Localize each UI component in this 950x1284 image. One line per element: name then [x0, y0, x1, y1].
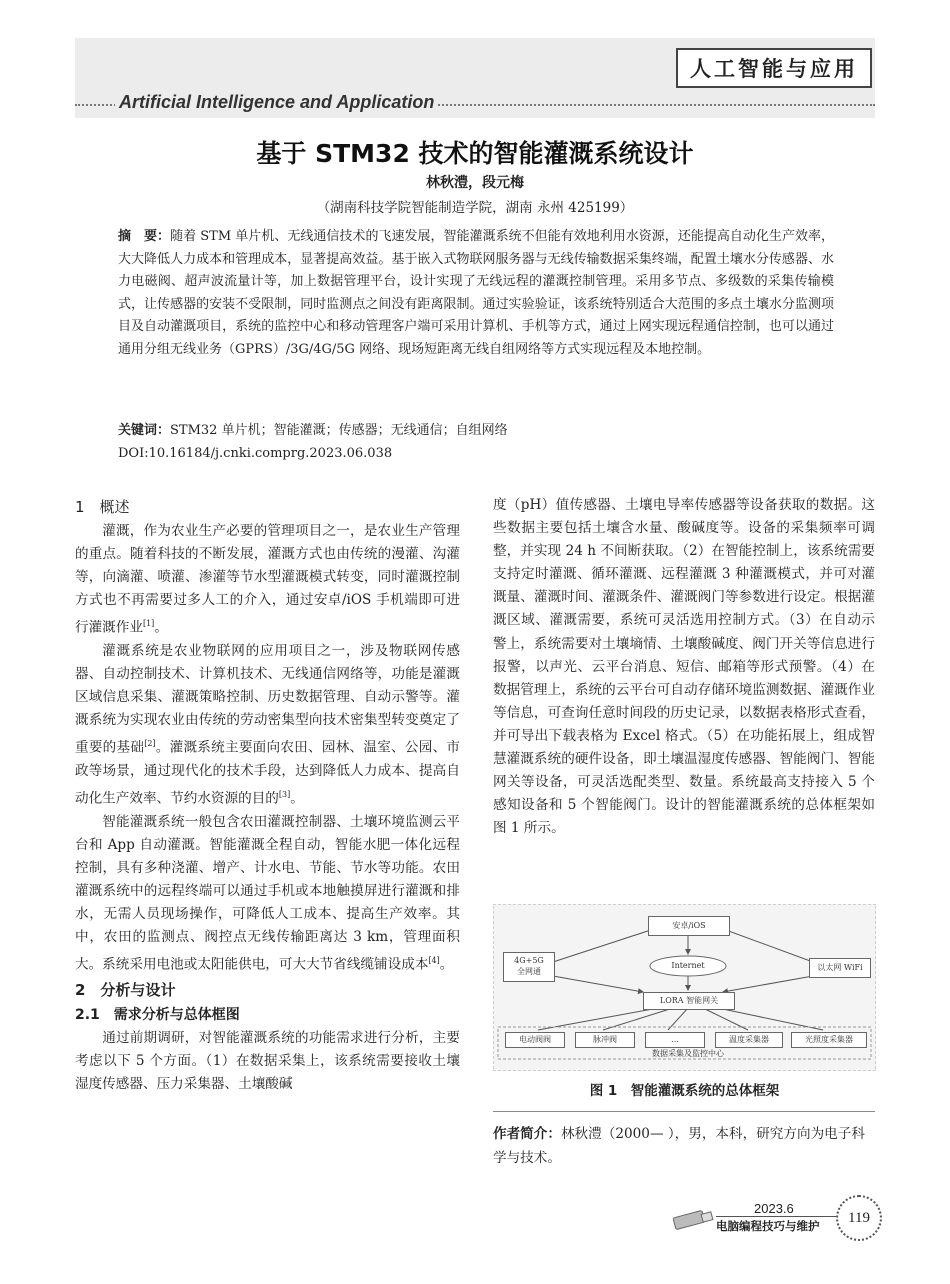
paragraph: 度（pH）值传感器、土壤电导率传感器等设备获取的数据。这些数据主要包括土壤含水量、酸碱度等。设备的采集频率可调整，并实现 24 h 不间断获取。（2）在智能控制上，该系统需要支持定时灌溉、循环灌溉、远程灌溉 3 种灌溉模式，并可对灌溉量、灌溉时间、灌溉条件、灌溉阀门等参数进行设定。根据灌溉区域、灌溉需要，系统可灵活选用控制方式。（3）在自动示警上，系统需要对土壤墒情、土壤酸碱度、阀门开关等信息进行报警，以声光、云平台消息、短信、邮箱等形式预警。（4）在数据管理上，系统的云平台可自动存储环境监测数据、灌溉作业等信息，可查询任意时间段的历史记录，以数据表格形式查看，并可导出下载表格为 Excel 格式。（5）在功能拓展上，组成智慧灌溉系统的硬件设备，即土壤温湿度传感器、智能阀门、智能网关等设备，可灵活选配类型、数量。系统最高支持接入 5 个感知设备和 5 个智能阀门。设计的智能灌溉系统的总体框架如图 1 所示。	[493, 497, 875, 837]
article-authors: 林秋澧，段元梅	[426, 175, 524, 191]
left-column	[75, 494, 460, 1096]
bio-divider	[493, 1111, 875, 1112]
keywords	[118, 420, 834, 443]
right-column	[493, 494, 875, 840]
abstract-text: 随着 STM 单片机、无线通信技术的飞速发展，智能灌溉系统不但能有效地利用水资源，还能提高自动化生产效率，大大降低人力成本和管理成本，显著提高效益。基于嵌入式物联网服务器与无线传输数据采集终端，配置土壤水分传感器、水力电磁阀、超声波流量计等，加上数据管理平台，设计实现了无线远程的灌溉控制管理。采用多节点、多级数的采集传输模式，让传感器的安装不受限制，同时监测点之间没有距离限制。通过实验验证，该系统特别适合大范围的多点土壤水分监测项目及自动灌溉项目，系统的监控中心和移动管理客户端可采用计算机、手机等方式，通过上网实现远程通信控制，也可以通过通用分组无线业务（GPRS）/3G/4G/5G 网络、现场短距离无线自组网络等方式实现远程及本地控制。	[118, 229, 834, 357]
module-box: …	[645, 1032, 705, 1048]
citation: [1]	[142, 619, 155, 629]
ethernet-box: 以太网 WiFi	[809, 958, 871, 978]
journal-name: 电脑编程技巧与维护	[716, 1219, 820, 1233]
footer-divider	[716, 1216, 836, 1217]
keywords-label: 关键词：	[118, 423, 171, 438]
gateway-box: LORA 智能网关	[643, 992, 735, 1010]
issue-date: 2023.6	[754, 1201, 794, 1216]
paragraph: 灌溉系统是农业物联网的应用项目之一，涉及物联网传感器、自动控制技术、计算机技术、无线通信网络等，功能是灌溉区域信息采集、灌溉策略控制、历史数据管理、自动示警等。灌溉系统为实现农业由传统的劳动密集型向技术密集型转变奠定了重要的基础[2]。灌溉系统主要面向农田、园林、温室、公园、市政等场景，通过现代化的技术手段，达到降低人力成本、提高自动化生产效率、节约水资源的目的[3]。	[75, 643, 461, 807]
doi: DOI:10.16184/j.cnki.comprg.2023.06.038	[118, 446, 393, 461]
module-box: 温度采集器	[715, 1032, 783, 1048]
module-box: 脉冲阀	[575, 1032, 635, 1048]
article-affiliation: （湖南科技学院智能制造学院，湖南 永州 425199）	[316, 200, 634, 216]
citation: [4]	[428, 956, 440, 966]
paragraph: 通过前期调研，对智能灌溉系统的功能需求进行分析，主要考虑以下 5 个方面。（1）在数据采集上，该系统需要接收土壤湿度传感器、压力采集器、土壤酸碱	[75, 1029, 460, 1093]
module-box: 电动阀阀	[505, 1032, 565, 1048]
heading-overview: 1 概述	[75, 498, 130, 516]
citation: [3]	[278, 790, 291, 800]
app-box: 安卓/iOS	[648, 916, 730, 936]
cellular-box: 4G+5G 全网通	[503, 952, 555, 982]
abstract-label: 摘 要：	[118, 229, 171, 244]
collection-label: 数据采集及监控中心	[652, 1049, 724, 1058]
module-box: 光照度采集器	[791, 1032, 867, 1048]
section-tag: 人工智能与应用	[676, 48, 872, 88]
figure-system-framework	[493, 904, 876, 1071]
paragraph: 灌溉，作为农业生产必要的管理项目之一，是农业生产管理的重点。随着科技的不断发展，灌溉方式也由传统的漫灌、沟灌等，向滴灌、喷灌、渗灌等节水型灌溉模式转变，同时灌溉控制方式也不再需要过多人工的介入，通过安卓/iOS 手机端即可进行灌溉作业[1]。	[75, 523, 460, 636]
abstract	[118, 226, 834, 362]
paragraph: 智能灌溉系统一般包含农田灌溉控制器、土壤环境监测云平台和 App 自动灌溉。智能灌溉全程自动，智能水肥一体化远程控制，具有多种浇灌、增产、计水电、节能、节水等功能。农田灌溉系统中的远程终端可以通过手机或本地触摸屏进行灌溉和排水，无需人员现场操作，可降低人工成本、提高生产效率。其中，农田的监测点、阀控点无线传输距离达 3 km，管理面积大。系统采用电池或太阳能供电，可大大节省线缆铺设成本[4]。	[75, 813, 460, 973]
bio-label: 作者简介：	[493, 1126, 561, 1142]
page-number: 119	[836, 1195, 882, 1241]
heading-requirements: 2.1 需求分析与总体框图	[75, 1006, 240, 1023]
author-bio	[493, 1122, 875, 1170]
bio-text: 林秋澧（2000— ），男，本科，研究方向为电子科学与技术。	[493, 1126, 865, 1166]
usb-drive-icon	[672, 1206, 716, 1230]
section-english-title: Artificial Intelligence and Application	[115, 92, 438, 113]
figure-caption: 图 1 智能灌溉系统的总体框架	[589, 1083, 780, 1099]
internet-label: Internet	[671, 961, 705, 970]
heading-analysis-design: 2 分析与设计	[75, 980, 176, 999]
article-title: 基于 STM32 技术的智能灌溉系统设计	[256, 139, 694, 168]
keywords-text: STM32 单片机；智能灌溉；传感器；无线通信；自组网络	[170, 423, 508, 438]
citation: [2]	[144, 739, 156, 749]
